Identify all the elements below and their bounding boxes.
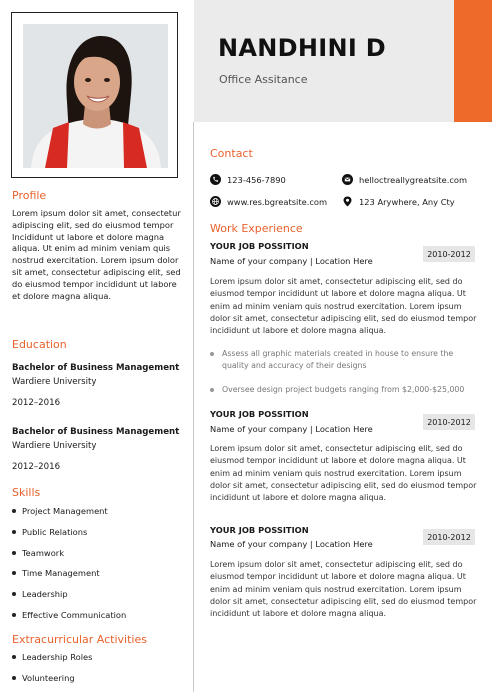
list-item [12, 610, 126, 631]
contact-address [342, 196, 455, 207]
education-heading: Education [12, 338, 67, 351]
education-degree: Bachelor of Business Management [12, 427, 180, 437]
skill-label: Time Management [22, 568, 100, 579]
job-position: YOUR JOB POSSITION [210, 241, 309, 251]
list-item [12, 527, 126, 548]
education-degree: Bachelor of Business Management [12, 363, 180, 373]
job-description: Lorem ipsum dolor sit amet, consectetur adipiscing elit, sed do eiusmod tempor incididunt ut labore et dolore magna aliqua. Ut enim ad minim veniam quis nostrud exercitation. Lorem ipsum dolor sit amet, consectetur adipiscing elit, sed do eiusmod tempor incididunt ut labore et dolore magna aliqua. [210, 277, 477, 336]
education-school: Wardiere University [12, 441, 97, 451]
photo-frame [11, 12, 178, 178]
activity-label: Volunteering [22, 672, 75, 683]
skill-label: Public Relations [22, 526, 88, 537]
job-description: Lorem ipsum dolor sit amet, consectetur adipiscing elit, sed do eiusmod tempor incididunt ut labore et dolore magna aliqua. Ut enim ad minim veniam quis nostrud exercitation. Lorem ipsum dolor sit amet, consectetur adipiscing elit, sed do eiusmod tempor incididunt ut labore et dolore magna aliqua. [210, 560, 477, 619]
education-entry-1 [12, 361, 187, 389]
contact-email [342, 174, 467, 185]
phone-icon [210, 174, 221, 185]
job-bullet-text: Oversee design project budgets ranging from $2,000-$25,000 [222, 385, 465, 394]
globe-icon [210, 196, 221, 207]
work-heading: Work Experience [210, 222, 303, 235]
profile-photo-illustration [23, 24, 168, 168]
list-item [12, 589, 126, 610]
education-years: 2012–2016 [12, 462, 61, 472]
column-divider [193, 122, 194, 692]
job-bullet [210, 348, 478, 371]
job-dates: 2010-2012 [423, 246, 475, 262]
job-bullet-text: Assess all graphic materials created in house to ensure the quality and accuracy of their designs [222, 349, 454, 370]
list-item [12, 652, 92, 673]
email-icon [342, 174, 353, 185]
address-text: 123 Arywhere, Any Cty [359, 196, 455, 207]
candidate-name: NANDHINI D [218, 34, 386, 62]
job-dates: 2010-2012 [423, 414, 475, 430]
activity-label: Leadership Roles [22, 652, 93, 662]
job-company: Name of your company | Location Here [210, 256, 373, 266]
education-years: 2012–2016 [12, 398, 61, 408]
job-company: Name of your company | Location Here [210, 424, 373, 434]
profile-text: Lorem ipsum dolor sit amet, consectetur adipiscing elit, sed do eiusmod tempor Incididunt ut labore et dolore magna aliqua. Ut enim ad minim veniam quis nostrud exercitation. Lorem ipsum dolor sit amet, consectetur adipiscing elit, sed do eiusmod tempor incididunt ut labore et dolore magna aliqua. [12, 208, 181, 301]
profile-heading: Profile [12, 189, 47, 202]
skill-label: Leadership [22, 589, 68, 600]
education-entry-2 [12, 425, 187, 453]
website-text: www.res.bgreatsite.com [227, 196, 328, 207]
job-position: YOUR JOB POSSITION [210, 409, 309, 419]
extracurricular-heading: Extracurricular Activities [12, 633, 147, 646]
header-accent-bar [454, 0, 492, 122]
job-dates: 2010-2012 [423, 529, 475, 545]
job-bullet [210, 384, 478, 396]
profile-photo [23, 24, 168, 168]
skills-list [12, 506, 126, 631]
contact-phone [210, 174, 286, 185]
list-item [12, 548, 126, 569]
skill-label: Effective Communication [22, 609, 127, 620]
contact-website [210, 196, 327, 207]
skill-label: Project Management [22, 506, 108, 516]
education-school: Wardiere University [12, 377, 97, 387]
contact-heading: Contact [210, 147, 253, 160]
list-item [12, 506, 126, 527]
list-item [12, 673, 92, 692]
skill-label: Teamwork [22, 547, 65, 558]
email-text: helloctreallygreatsite.com [359, 174, 468, 185]
job-position: YOUR JOB POSSITION [210, 525, 309, 535]
extracurricular-list [12, 652, 92, 692]
location-pin-icon [342, 196, 353, 207]
candidate-role: Office Assitance [219, 73, 308, 86]
phone-text: 123-456-7890 [227, 174, 286, 185]
job-description: Lorem ipsum dolor sit amet, consectetur adipiscing elit, sed do eiusmod tempor incididunt ut labore et dolore magna aliqua. Ut enim ad minim veniam quis nostrud exercitation. Lorem ipsum dolor sit amet, consectetur adipiscing elit, sed do eiusmod tempor incididunt ut labore et dolore magna aliqua. [210, 444, 477, 503]
skills-heading: Skills [12, 486, 41, 499]
job-company: Name of your company | Location Here [210, 539, 373, 549]
list-item [12, 568, 126, 589]
